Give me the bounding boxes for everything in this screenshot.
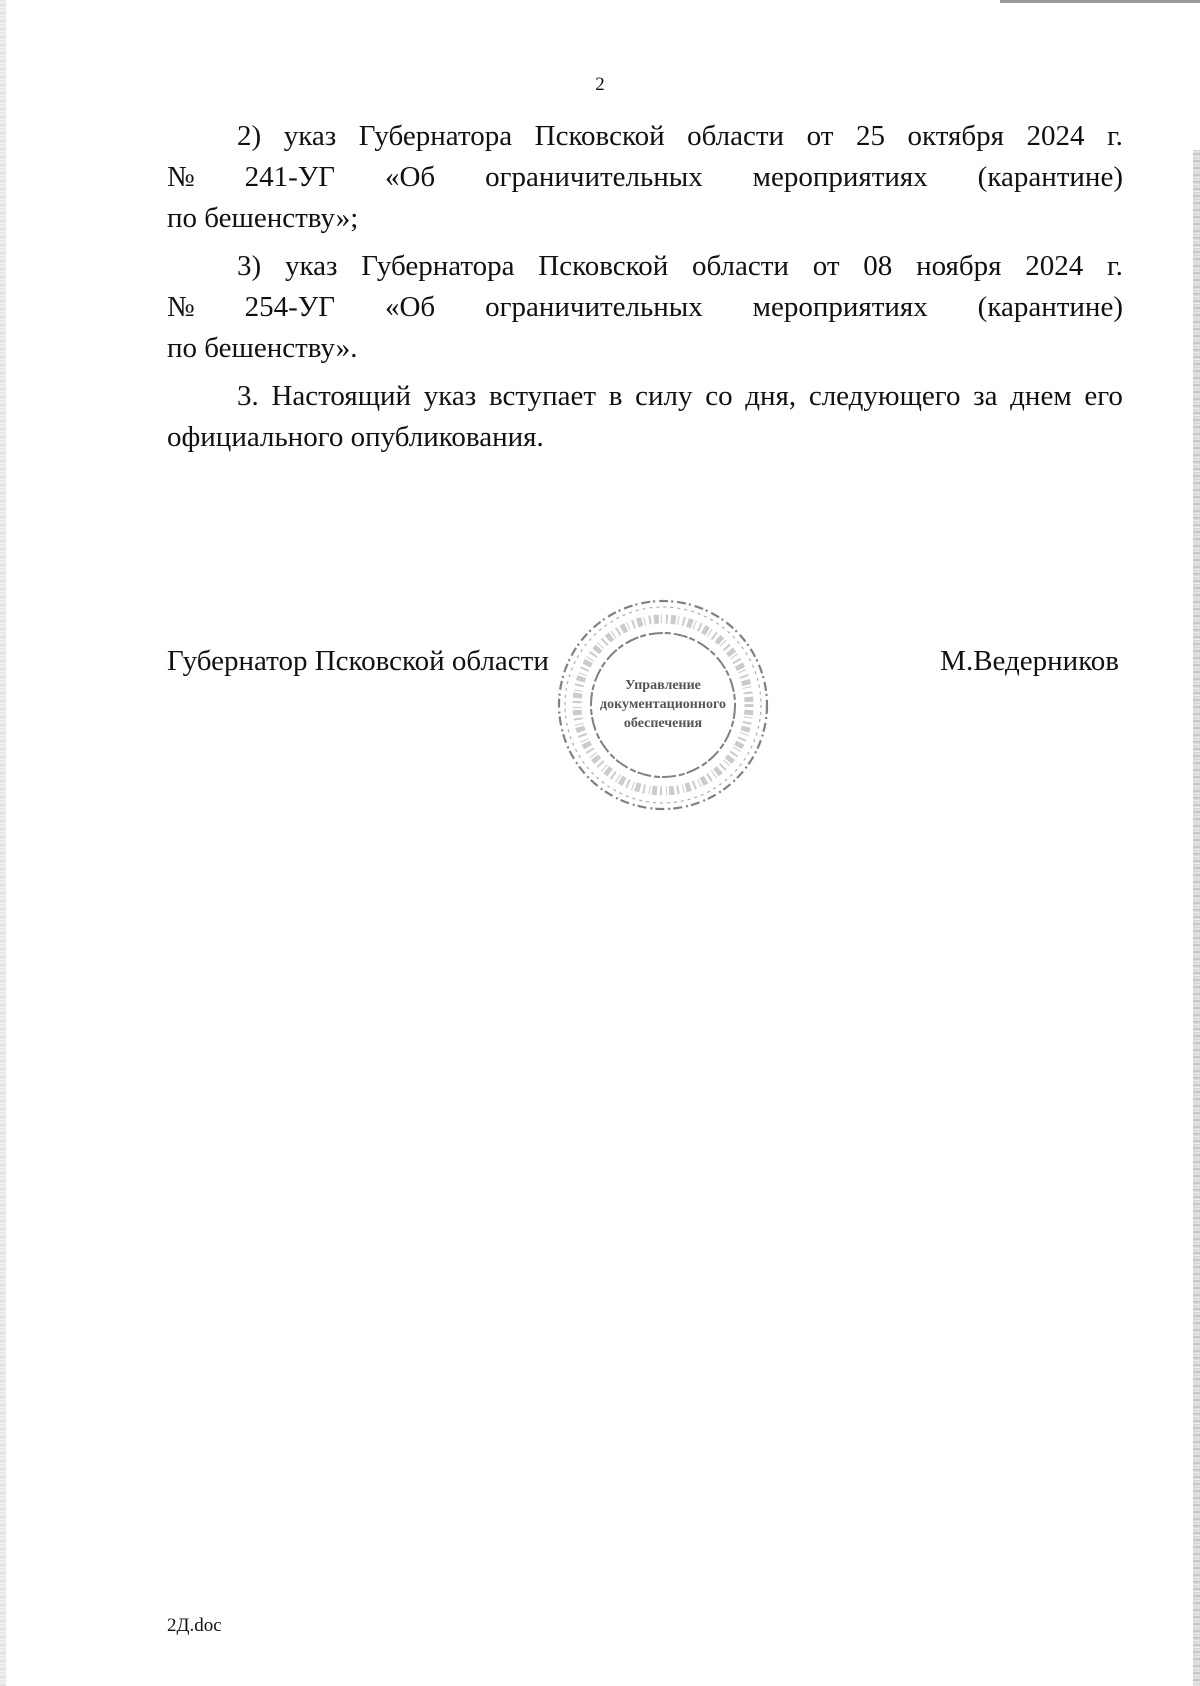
word: вступает: [488, 380, 597, 412]
paragraph-line: [167, 246, 1123, 287]
word: №: [167, 161, 195, 193]
word: ограничительных: [485, 291, 703, 323]
word: от: [812, 250, 840, 282]
paragraph-item-3: [167, 246, 1123, 369]
word: 25: [855, 120, 885, 152]
word: указ: [284, 250, 338, 282]
word: мероприятиях: [752, 291, 928, 323]
word: (карантине): [977, 161, 1123, 193]
paragraph-item-2: [167, 116, 1123, 239]
word: 2024: [1025, 250, 1084, 282]
paragraph-line: [167, 376, 1123, 417]
scan-edge-top: [1000, 0, 1200, 3]
paragraph-line: по бешенству»;: [167, 202, 359, 234]
word: днем: [1010, 380, 1072, 412]
word: г.: [1107, 120, 1123, 152]
footer-filename: 2Д.doc: [167, 1615, 222, 1636]
stamp-text-line: обеспечения: [623, 716, 703, 731]
signatory-name: М.Ведерников: [940, 645, 1119, 677]
stamp-text-line: Управление: [625, 678, 701, 693]
word: 2): [237, 120, 262, 152]
word: 3.: [237, 380, 259, 412]
paragraph-line: [167, 287, 1123, 328]
word: Губернатора: [358, 120, 513, 152]
word: его: [1084, 380, 1123, 412]
word: мероприятиях: [752, 161, 928, 193]
word: (карантине): [977, 291, 1123, 323]
word: 08: [863, 250, 893, 282]
paragraph-line: официального опубликования.: [167, 421, 544, 453]
word: 241-УГ: [244, 161, 336, 193]
paragraph-line: по бешенству».: [167, 332, 358, 364]
word: за: [973, 380, 998, 412]
official-seal-stamp: [548, 590, 778, 820]
word: силу: [635, 380, 693, 412]
word: области: [692, 250, 789, 282]
paragraph-effective-date: [167, 376, 1123, 458]
word: «Об: [384, 291, 436, 323]
scan-edge-right: [1193, 150, 1200, 1686]
word: указ: [283, 120, 337, 152]
word: Настоящий: [271, 380, 412, 412]
word: ноября: [916, 250, 1002, 282]
word: №: [167, 291, 195, 323]
word: «Об: [384, 161, 436, 193]
paragraph-line: [167, 116, 1123, 157]
word: Псковской: [538, 250, 669, 282]
word: в: [608, 380, 623, 412]
page-number: 2: [595, 74, 605, 95]
signatory-title: Губернатор Псковской области: [167, 645, 549, 677]
word: 3): [237, 250, 262, 282]
word: области: [687, 120, 785, 152]
word: октября: [907, 120, 1004, 152]
scan-edge-left: [0, 0, 6, 1686]
word: Губернатора: [361, 250, 515, 282]
word: г.: [1107, 250, 1123, 282]
word: дня,: [745, 380, 797, 412]
paragraph-line: [167, 157, 1123, 198]
word: ограничительных: [485, 161, 703, 193]
word: со: [705, 380, 733, 412]
word: следующего: [808, 380, 961, 412]
word: указ: [423, 380, 477, 412]
word: от: [806, 120, 834, 152]
word: Псковской: [534, 120, 665, 152]
word: 2024: [1026, 120, 1085, 152]
word: 254-УГ: [244, 291, 336, 323]
stamp-text-line: документационного: [600, 697, 726, 712]
